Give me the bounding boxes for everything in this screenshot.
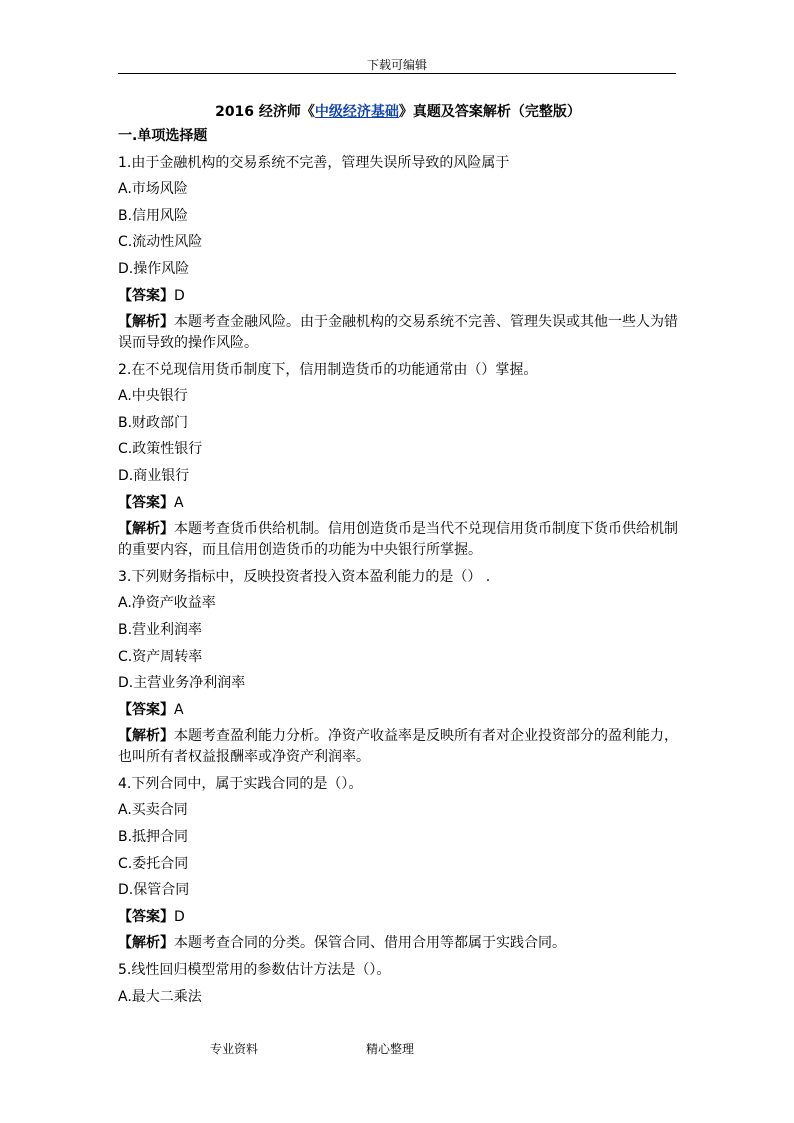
option-a: A.净资产收益率 (118, 595, 216, 612)
analysis-label: 【解析】 (118, 935, 174, 952)
question-2 (118, 360, 678, 562)
question-1 (118, 153, 678, 355)
question-stem: 3.下列财务指标中，反映投资者投入资本盈利能力的是（） . (118, 568, 491, 585)
question-stem: 2.在不兑现信用货币制度下，信用制造货币的功能通常由（）掌握。 (118, 361, 538, 378)
question-3 (118, 567, 678, 769)
title-suffix: 》真题及答案解析（完整版） (398, 104, 581, 120)
question-4 (118, 774, 678, 954)
title-prefix: 2016 经济师《 (215, 104, 315, 120)
answer-label: 【答案】 (118, 494, 174, 511)
question-stem: 5.线性回归模型常用的参数估计方法是（）。 (118, 961, 391, 978)
option-b: B.抵押合同 (118, 828, 189, 845)
footer-right-text: 精心整理 (366, 1042, 415, 1056)
option-b: B.营业利润率 (118, 621, 203, 638)
analysis-line (118, 519, 678, 561)
option-d: D.主营业务净利润率 (118, 675, 246, 692)
analysis-text: 本题考查金融风险。由于金融机构的交易系统不完善、管理失误或其他一些人为错误而导致的操作风险。 (118, 314, 678, 352)
answer-value: D (174, 908, 185, 925)
question-stem: 1.由于金融机构的交易系统不完善，管理失误所导致的风险属于 (118, 154, 510, 171)
footer-left-text: 专业资料 (210, 1042, 259, 1056)
option-c: C.政策性银行 (118, 441, 203, 458)
option-d: D.商业银行 (118, 468, 190, 485)
option-b: B.信用风险 (118, 207, 189, 224)
option-d: D.保管合同 (118, 882, 190, 899)
answer-label: 【答案】 (118, 287, 174, 304)
option-a: A.最大二乘法 (118, 988, 202, 1005)
answer-value: A (174, 494, 184, 511)
analysis-line (118, 933, 678, 953)
answer-value: A (174, 701, 184, 718)
analysis-line (118, 312, 678, 354)
analysis-label: 【解析】 (118, 728, 174, 745)
analysis-label: 【解析】 (118, 521, 174, 538)
header-divider (118, 73, 676, 74)
question-stem: 4.下列合同中，属于实践合同的是（）。 (118, 775, 363, 792)
answer-value: D (174, 287, 185, 304)
option-c: C.委托合同 (118, 855, 189, 872)
document-body (118, 102, 678, 1013)
analysis-text: 本题考查货币供给机制。信用创造货币是当代不兑现信用货币制度下货币供给机制的重要内容，而且信用创造货币的功能为中央银行所掌握。 (118, 521, 678, 559)
answer-line (118, 700, 678, 720)
answer-line (118, 286, 678, 306)
analysis-text: 本题考查合同的分类。保管合同、借用合用等都属于实践合同。 (174, 935, 566, 952)
answer-line (118, 907, 678, 927)
option-d: D.操作风险 (118, 260, 190, 277)
analysis-line (118, 726, 678, 768)
option-a: A.买卖合同 (118, 802, 188, 819)
option-c: C.资产周转率 (118, 648, 203, 665)
page-header: 下载可编辑 (366, 58, 427, 72)
option-a: A.中央银行 (118, 388, 188, 405)
option-c: C.流动性风险 (118, 234, 203, 251)
answer-line (118, 493, 678, 513)
title-link[interactable]: 中级经济基础 (314, 104, 399, 120)
option-a: A.市场风险 (118, 181, 188, 198)
question-5 (118, 960, 678, 1007)
section-heading: 一.单项选择题 (118, 128, 208, 144)
answer-label: 【答案】 (118, 908, 174, 925)
document-title (118, 102, 678, 122)
option-b: B.财政部门 (118, 414, 189, 431)
answer-label: 【答案】 (118, 701, 174, 718)
analysis-label: 【解析】 (118, 314, 174, 331)
analysis-text: 本题考查盈利能力分析。净资产收益率是反映所有者对企业投资部分的盈利能力，也叫所有者权益报酬率或净资产利润率。 (118, 728, 678, 766)
